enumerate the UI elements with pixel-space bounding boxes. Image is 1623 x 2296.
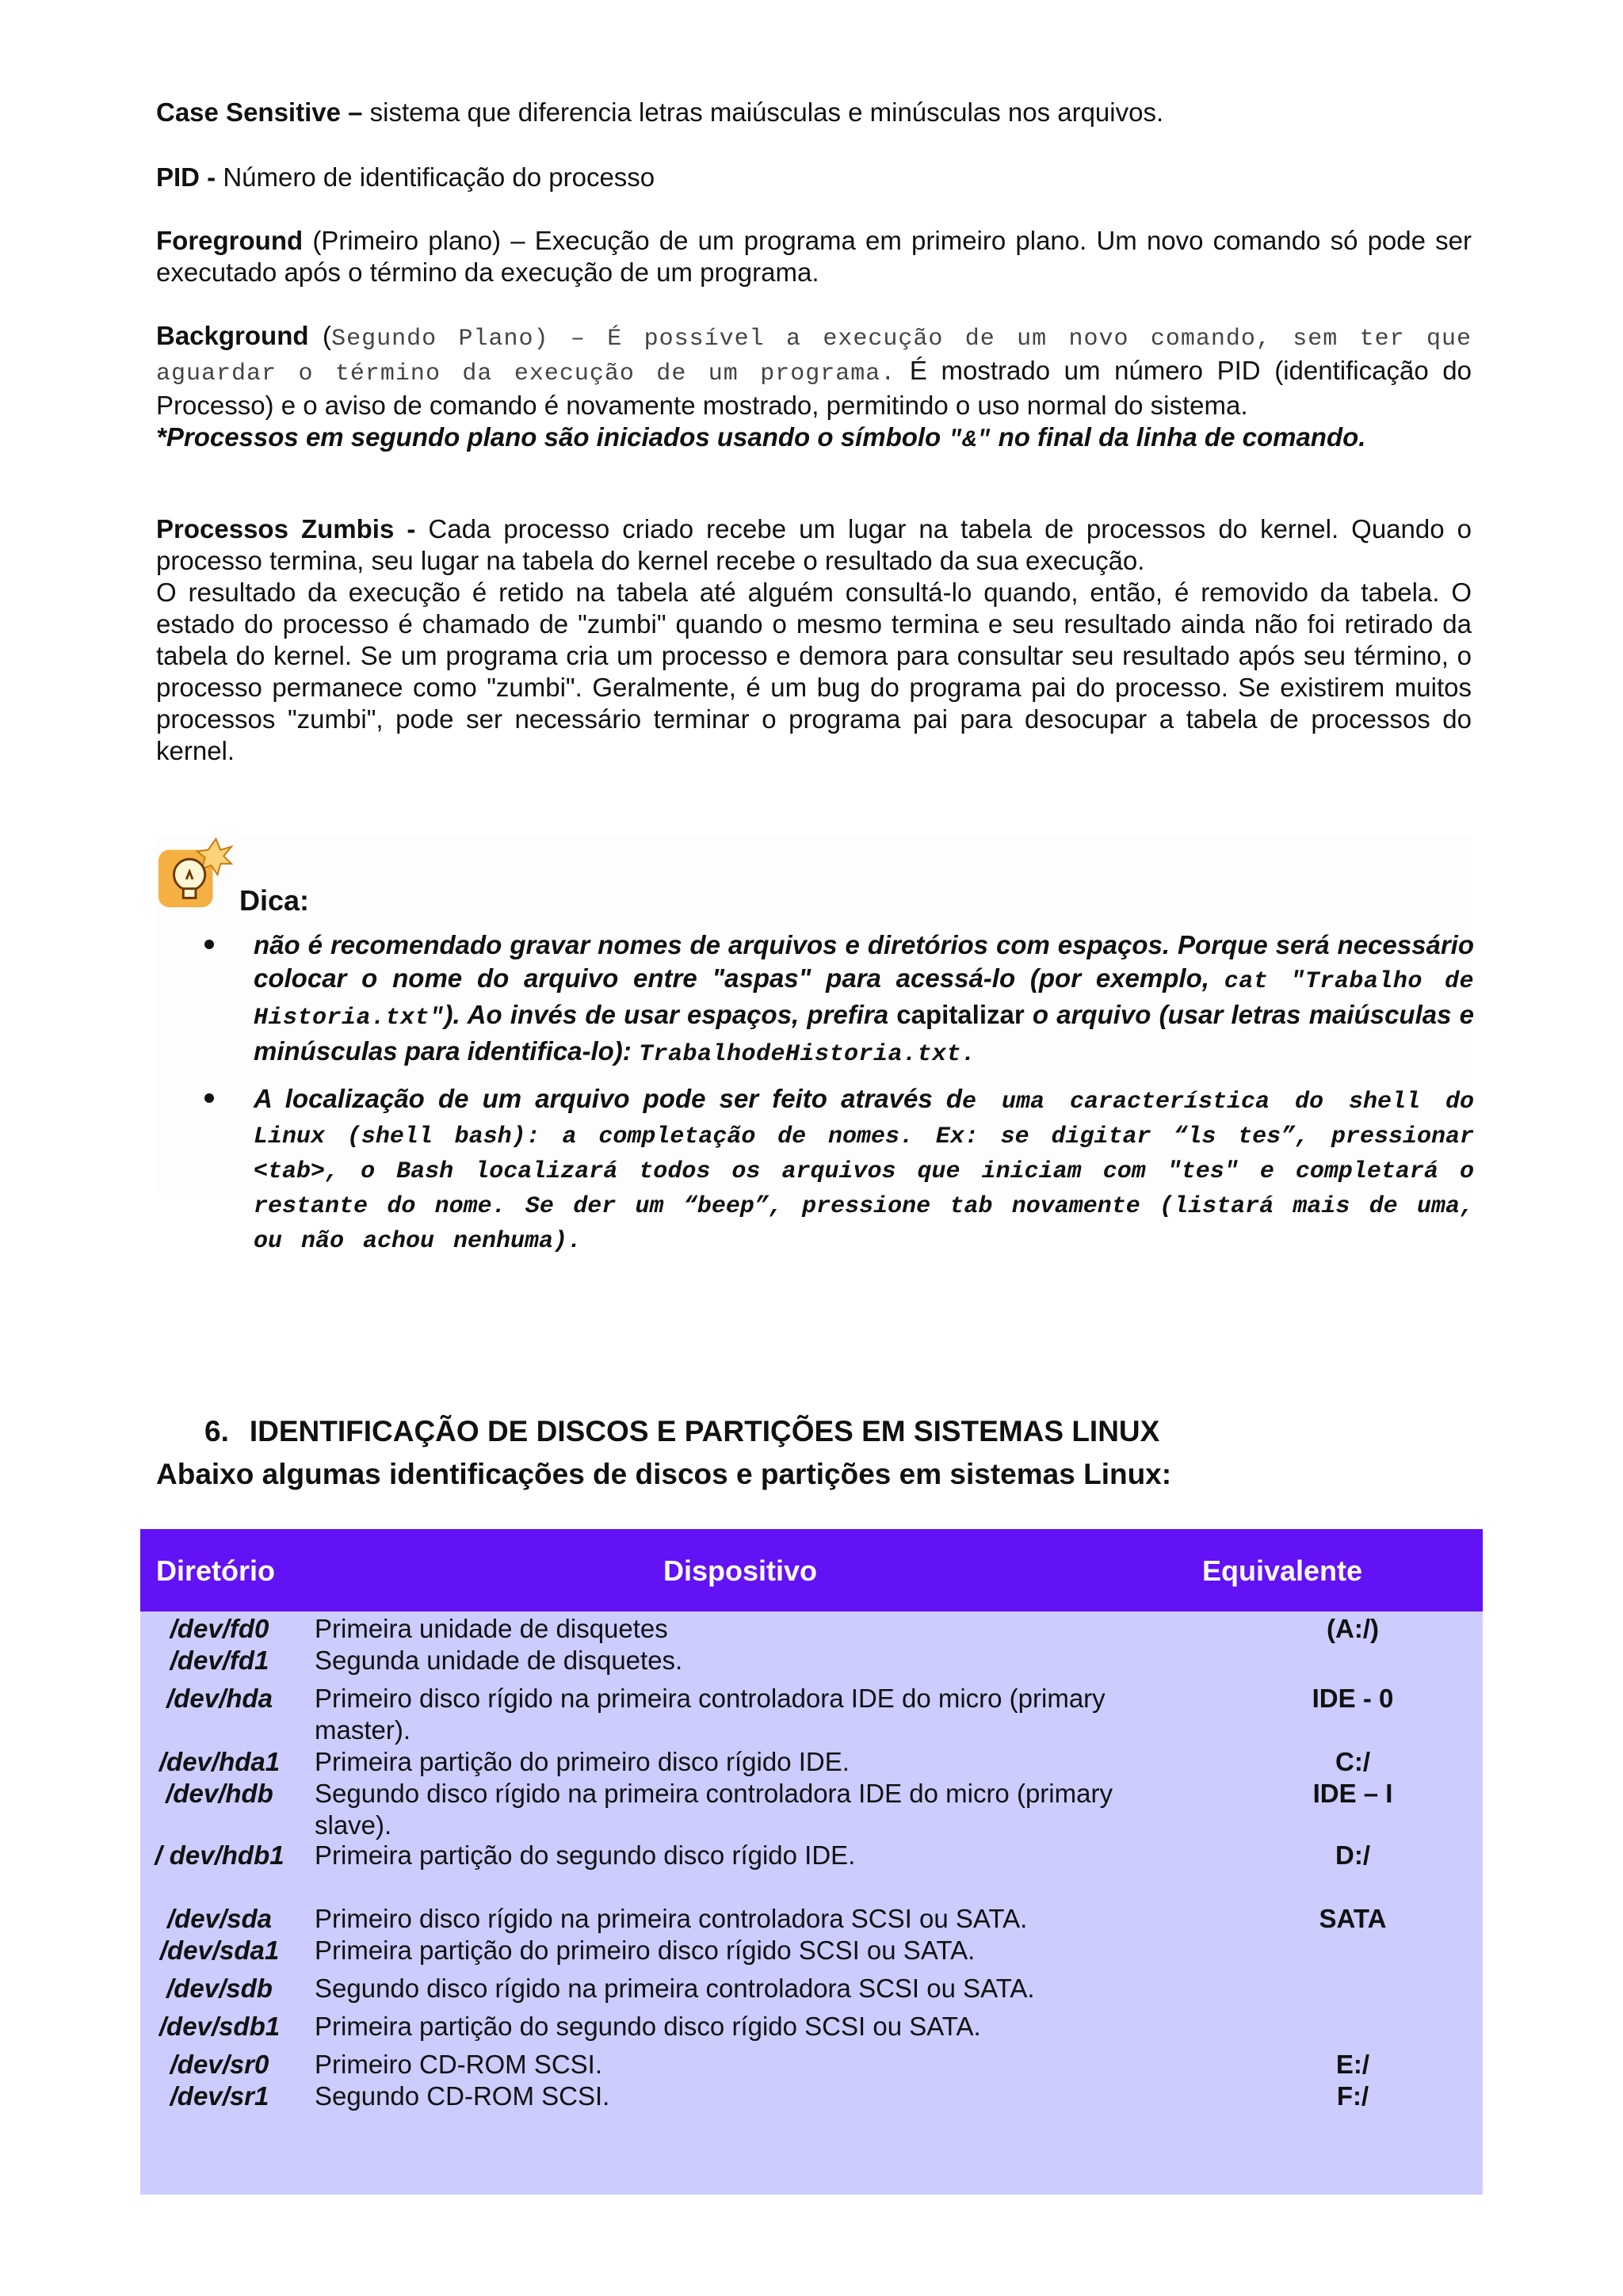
- cell-equivalent: IDE – I: [1312, 1779, 1393, 1808]
- ampersand-symbol: "&": [948, 427, 991, 454]
- cell-device: Primeiro CD-ROM SCSI.: [315, 2050, 603, 2079]
- bullet-dot-icon: [204, 1093, 214, 1103]
- definition-text: Número de identificação do processo: [216, 162, 655, 192]
- tip-text: A localização de um arquivo pode ser feito através d: [254, 1084, 963, 1113]
- cell-device: Segunda unidade de disquetes.: [315, 1646, 683, 1675]
- table-header: [140, 1529, 1483, 1611]
- cell-directory: /dev/fd0: [170, 1614, 269, 1643]
- cell-directory: /dev/hdb: [166, 1779, 273, 1808]
- tip-title: Dica:: [239, 884, 310, 917]
- cell-directory: /dev/hda: [166, 1684, 273, 1713]
- tip-bullet-1-text: [254, 929, 1474, 1071]
- term-foreground: Foreground: [156, 226, 304, 255]
- cell-device: Primeiro disco rígido na primeira controladora SCSI ou SATA.: [315, 1904, 1028, 1933]
- definition-pid: [156, 162, 1472, 193]
- tip-bullets: [198, 929, 1474, 1268]
- cell-directory: /dev/fd1: [170, 1646, 269, 1675]
- cell-device: Segundo disco rígido na primeira controladora SCSI ou SATA.: [315, 1974, 1035, 2003]
- definition-zombie-processes: [156, 513, 1472, 767]
- term-pid: PID -: [156, 162, 216, 192]
- tip-bullet-1: [198, 929, 1474, 1071]
- header-equivalent: Equivalente: [1202, 1554, 1363, 1587]
- section-heading: [204, 1415, 1159, 1448]
- term-background: Background: [156, 321, 309, 350]
- definition-background: [156, 320, 1472, 456]
- bullet-dot-icon: [204, 940, 214, 949]
- cell-directory: /dev/sr1: [170, 2081, 269, 2111]
- cell-equivalent: SATA: [1319, 1904, 1387, 1933]
- section-number: 6.: [204, 1415, 229, 1447]
- cell-equivalent: (A:/): [1327, 1614, 1379, 1643]
- tip-text: o arquivo (usar letras maiúsculas e minúsculas para identifica-lo):: [254, 1000, 1474, 1066]
- definition-text: (Primeiro plano) – Execução de um programa em primeiro plano. Um novo comando só pode ser executado após o término da execução de um programa.: [156, 226, 1472, 287]
- tip-text: não é recomendado gravar nomes de arquivos e diretórios com espaços. Porque será necessário colocar o nome do arquivo entre "aspas" para acessá-lo (por exemplo,: [254, 930, 1474, 993]
- header-device: Dispositivo: [663, 1554, 818, 1587]
- code-text: e uma característica do shell do Linux (shell bash): a completação de nomes. Ex: se digitar “ls tes”, pressionar <tab>, o Bash localizará todos os arquivos que iniciam com "tes" e completará o restante do nome. Se der um “beep”, pressione tab novamente (listará mais de uma, ou não achou nenhuma).: [254, 1089, 1475, 1255]
- note-text-end: no final da linha de comando.: [991, 422, 1366, 452]
- lightbulb-icon: [155, 836, 233, 913]
- cell-device: Primeira partição do segundo disco rígido SCSI ou SATA.: [315, 2012, 981, 2041]
- section-subtitle: Abaixo algumas identificações de discos e partições em sistemas Linux:: [156, 1458, 1172, 1490]
- term-case-sensitive: Case Sensitive –: [156, 97, 363, 127]
- cell-device: Primeira partição do primeiro disco rígido IDE.: [315, 1747, 850, 1776]
- code-example: cat "Trabalho de Historia.txt": [254, 968, 1475, 1032]
- definition-text-2: O resultado da execução é retido na tabela até alguém consultá-lo quando, então, é removido da tabela. O estado do processo é chamado de "zumbi" quando o mesmo termina e seu resultado ainda não foi retirado da tabela do kernel. Se um programa cria um processo e demora para consultar seu resultado após seu término, o processo permanece como "zumbi". Geralmente, é um bug do programa pai do processo. Se existirem muitos processos "zumbi", pode ser necessário terminar o programa pai para desocupar a tabela de processos do kernel.: [156, 578, 1472, 765]
- definition-case-sensitive: [156, 97, 1472, 128]
- table-body: [140, 1611, 1483, 2195]
- note-text: *Processos em segundo plano são iniciados usando o símbolo: [156, 422, 949, 452]
- cell-device: Primeira partição do primeiro disco rígido SCSI ou SATA.: [315, 1936, 976, 1965]
- cell-device: Primeira partição do segundo disco rígido IDE.: [315, 1840, 856, 1870]
- cell-equivalent: F:/: [1336, 2081, 1369, 2111]
- cell-device: Primeiro disco rígido na primeira controladora IDE do micro (primary master).: [315, 1684, 1106, 1745]
- header-directory: Diretório: [156, 1554, 276, 1587]
- section-title: IDENTIFICAÇÃO DE DISCOS E PARTIÇÕES EM SISTEMAS LINUX: [249, 1415, 1160, 1447]
- cell-directory: /dev/hda1: [158, 1747, 281, 1776]
- tip-bullet-2: [198, 1082, 1474, 1257]
- cell-directory: /dev/sdb: [166, 1974, 273, 2003]
- definition-text: É mostrado um número PID (identificação do Processo) e o aviso de comando é novamente mostrado, permitindo o uso normal do sistema.: [156, 356, 1472, 420]
- cell-equivalent: C:/: [1335, 1747, 1370, 1776]
- cell-device: Segundo disco rígido na primeira controladora IDE do micro (primary slave).: [315, 1779, 1113, 1840]
- definition-text: sistema que diferencia letras maiúsculas e minúsculas nos arquivos.: [362, 97, 1164, 127]
- cell-directory: /dev/sda: [166, 1904, 273, 1933]
- tip-text: ). Ao invés de usar espaços, prefira: [444, 1000, 897, 1029]
- definition-text: Cada processo criado recebe um lugar na tabela de processos do kernel. Quando o processo termina, seu lugar na tabela do kernel recebe o resultado da sua execução.: [156, 514, 1472, 575]
- cell-equivalent: D:/: [1335, 1840, 1370, 1870]
- cell-directory: /dev/sda1: [159, 1936, 280, 1965]
- tip-text-upright: capitalizar: [896, 1000, 1025, 1029]
- term-zombie: Processos Zumbis -: [156, 514, 416, 543]
- definition-mono-text: Segundo Plano) – É possível a execução de um novo comando, sem ter que aguardar o término da execução de um programa.: [156, 326, 1472, 387]
- disk-partition-table: [140, 1529, 1483, 2195]
- definition-foreground: [156, 225, 1472, 288]
- cell-equivalent: E:/: [1335, 2050, 1370, 2079]
- background-note: [156, 421, 1472, 456]
- cell-device: Segundo CD-ROM SCSI.: [315, 2081, 610, 2111]
- cell-device: Primeira unidade de disquetes: [315, 1614, 668, 1643]
- definition-paren: (: [308, 321, 332, 350]
- cell-equivalent: IDE - 0: [1312, 1684, 1394, 1713]
- code-example: TrabalhodeHistoria.txt.: [638, 1041, 976, 1068]
- cell-directory: /dev/sdb1: [158, 2012, 281, 2041]
- cell-directory: /dev/sr0: [170, 2050, 269, 2079]
- tip-bullet-2-text: [254, 1082, 1474, 1257]
- cell-directory: / dev/hdb1: [155, 1840, 285, 1870]
